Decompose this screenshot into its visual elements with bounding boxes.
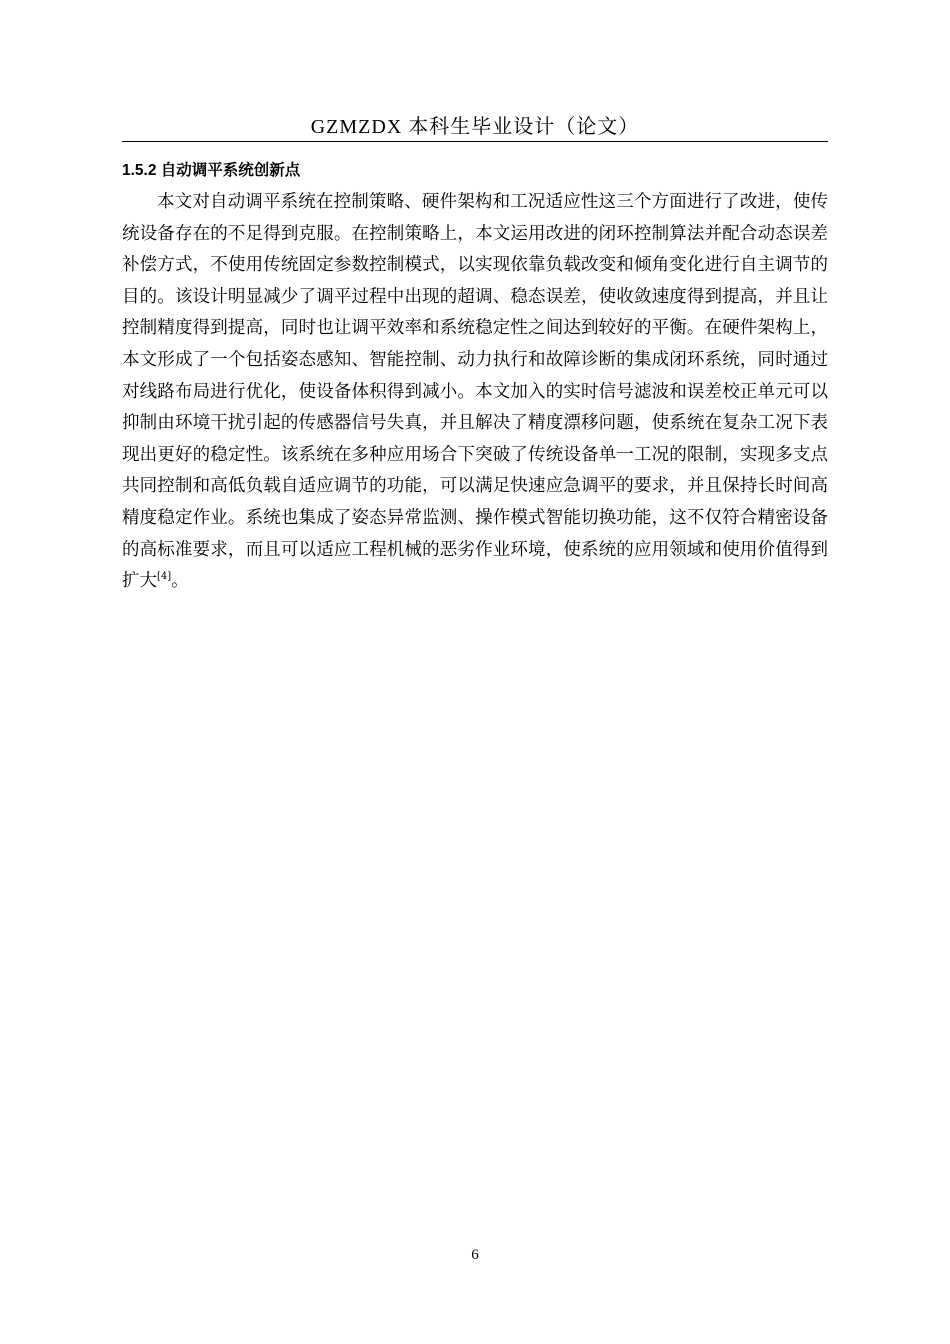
paragraph-ending: 。 [171,571,189,592]
body-paragraph [122,187,828,598]
citation-reference[interactable]: [4] [157,571,172,583]
header-rule [122,141,828,142]
section-heading: 1.5.2 自动调平系统创新点 [122,162,301,179]
paragraph-text: 本文对自动调平系统在控制策略、硬件架构和工况适应性这三个方面进行了改进，使传统设备存在的不足得到克服。在控制策略上，本文运用改进的闭环控制算法并配合动态误差补偿方式，不使用传统固定参数控制模式，以实现依靠负载改变和倾角变化进行自主调节的目的。该设计明显减少了调平过程中出现的超调、稳态误差，使收敛速度得到提高，并且让控制精度得到提高，同时也让调平效率和系统稳定性之间达到较好的平衡。在硬件架构上，本文形成了一个包括姿态感知、智能控制、动力执行和故障诊断的集成闭环系统，同时通过对线路布局进行优化，使设备体积得到减小。本文加入的实时信号滤波和误差校正单元可以抑制由环境干扰引起的传感器信号失真，并且解决了精度漂移问题，使系统在复杂工况下表现出更好的稳定性。该系统在多种应用场合下突破了传统设备单一工况的限制，实现多支点共同控制和高低负载自适应调节的功能，可以满足快速应急调平的要求，并且保持长时间高精度稳定作业。系统也集成了姿态异常监测、操作模式智能切换功能，这不仅符合精密设备的高标准要求，而且可以适应工程机械的恶劣作业环境，使系统的应用领域和使用价值得到扩大 [122,192,828,592]
running-header: GZMZDX 本科生毕业设计（论文） [310,116,640,138]
page-number: 6 [471,1247,479,1263]
